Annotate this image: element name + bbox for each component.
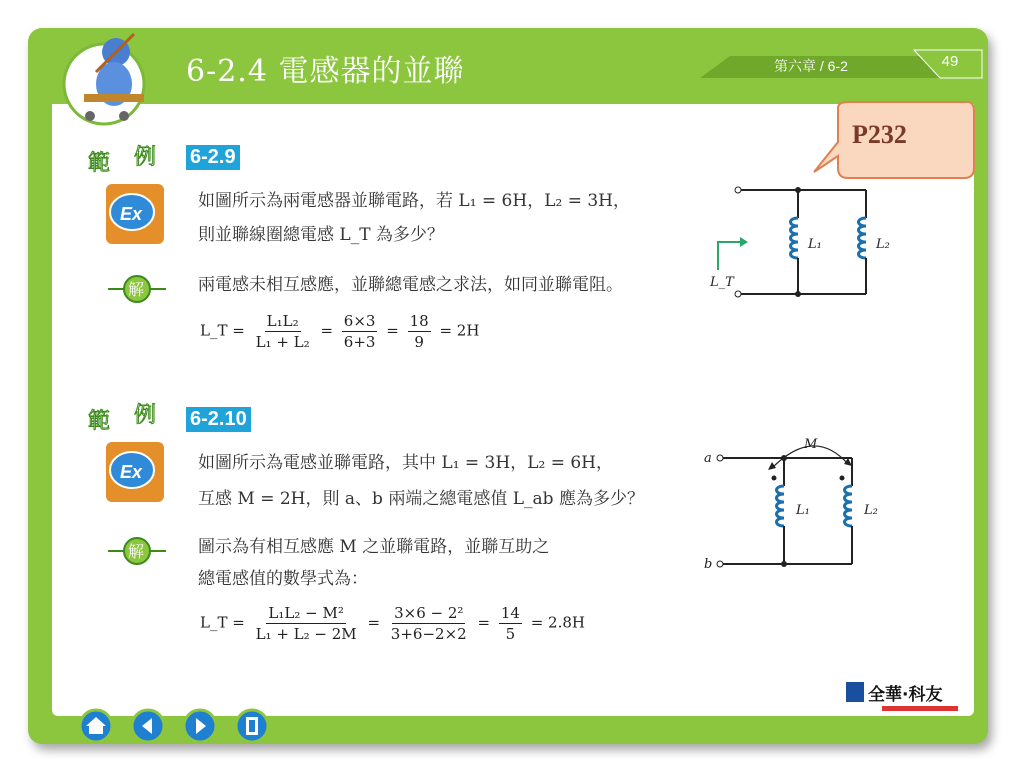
example2-question-line1: 如圖所示為電感並聯電路，其中 L₁ = 3H，L₂ = 6H， bbox=[198, 453, 613, 473]
chapter-label: 第六章 / 6-2 bbox=[774, 58, 848, 74]
example2-solution-line1: 圖示為有相互感應 M 之並聯電路，並聯互助之 bbox=[198, 537, 550, 557]
lt-label: L_T bbox=[710, 275, 734, 290]
svg-text:全華·科友: 全華·科友 bbox=[868, 685, 943, 705]
terminal-a-label: a bbox=[704, 451, 712, 466]
svg-text:範: 範 bbox=[88, 409, 111, 434]
ex-label: Ex bbox=[120, 204, 143, 224]
exit-icon[interactable] bbox=[234, 708, 270, 744]
m-label: M bbox=[804, 437, 818, 452]
solution-icon bbox=[106, 274, 168, 304]
svg-text:例: 例 bbox=[134, 403, 157, 428]
svg-text:例: 例 bbox=[134, 145, 157, 170]
svg-text:解: 解 bbox=[128, 280, 145, 299]
example1-question-line1: 如圖所示為兩電感器並聯電路，若 L₁ = 6H，L₂ = 3H， bbox=[198, 191, 630, 211]
example-icon bbox=[84, 398, 184, 518]
example-icon bbox=[84, 140, 184, 260]
example1-solution: 兩電感未相互感應，並聯總電感之求法，如同並聯電阻。 bbox=[198, 275, 623, 295]
mutual-inductor-circuit bbox=[700, 430, 910, 580]
example2-question-line2: 互感 M = 2H，則 a、b 兩端之總電感值 L_ab 應為多少？ bbox=[198, 489, 644, 509]
l1-label: L₁ bbox=[808, 237, 822, 252]
example1-formula: L_T = $\frac{\text{L₁L₂}}{\text{L₁ + L₂}}$ = $\frac{6\times 3}{6+3}$ = $\frac{18}{9}$ = 2H bbox=[200, 312, 480, 351]
l1-label: L₁ bbox=[796, 503, 810, 518]
terminal-b-label: b bbox=[704, 557, 713, 572]
l2-label: L₂ bbox=[876, 237, 890, 252]
example1-question-line2: 則並聯線圈總電感 L_T 為多少？ bbox=[198, 225, 444, 245]
solution-icon bbox=[106, 536, 168, 566]
svg-text:Ex: Ex bbox=[120, 462, 143, 482]
prev-icon[interactable] bbox=[130, 708, 166, 744]
page-number: 49 bbox=[941, 53, 959, 70]
page-ref-label[interactable]: P232 bbox=[852, 120, 907, 149]
svg-text:範: 範 bbox=[88, 151, 111, 176]
publisher-logo bbox=[842, 678, 962, 718]
example-badge: 6-2.10 bbox=[186, 407, 251, 432]
home-icon[interactable] bbox=[78, 708, 114, 744]
mascot-avatar bbox=[54, 22, 174, 126]
example-badge: 6-2.9 bbox=[186, 145, 240, 170]
parallel-inductor-circuit bbox=[700, 178, 920, 308]
example2-formula: L_T = $\frac{\text{L₁L₂ − M²}}{\text{L₁ + L₂ − 2M}}$ = $\frac{\text{3×6 − 2²}}{3+6-2\times 2}$ = $\frac{14}{5}$ = 2.8H bbox=[200, 604, 585, 643]
svg-text:解: 解 bbox=[128, 542, 145, 561]
example2-solution-line2: 總電感值的數學式為： bbox=[198, 569, 368, 589]
page-title: 6-2.4 電感器的並聯 bbox=[186, 54, 465, 89]
next-icon[interactable] bbox=[182, 708, 218, 744]
l2-label: L₂ bbox=[864, 503, 878, 518]
